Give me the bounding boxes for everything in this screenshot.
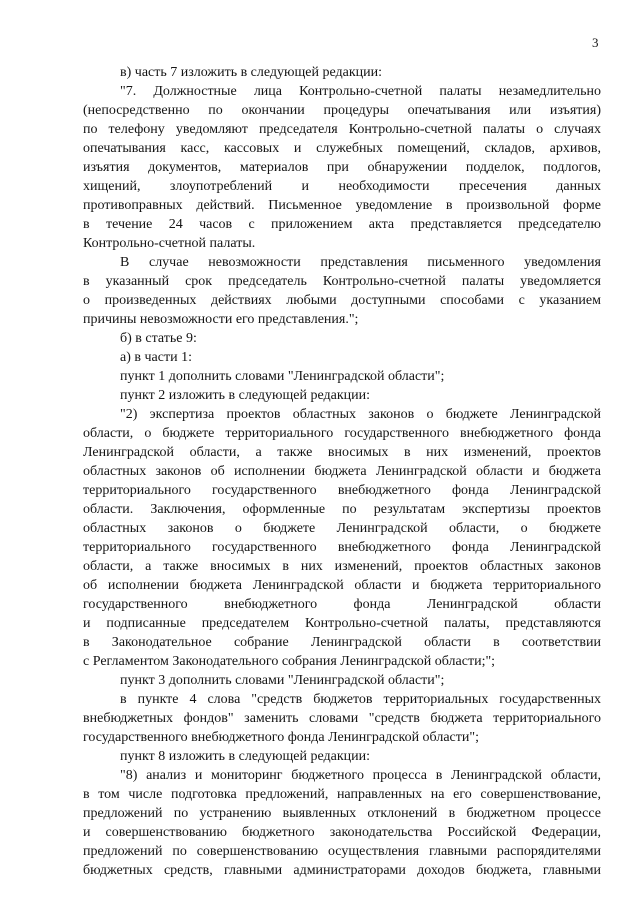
text-line: государственного внебюджетного фонда Ленинградской области <box>83 597 601 612</box>
text-line: территориального государственного внебюджетного фонда Ленинградской <box>83 540 601 555</box>
text-line: об исполнении бюджета Ленинградской области и бюджета территориального <box>83 578 601 593</box>
text-line: б) в статье 9: <box>120 331 197 346</box>
text-line: причины невозможности его представления."; <box>83 312 359 327</box>
text-line: области, а также вносимых в них изменений, проектов областных законов <box>83 559 601 574</box>
text-line: внебюджетных фондов" заменить словами "средств бюджета территориального <box>83 711 601 726</box>
text-line: изъятия документов, материалов при обнаружении подделок, подлогов, <box>83 160 601 175</box>
text-line: по телефону уведомляют председателя Контрольно-счетной палаты о случаях <box>83 122 601 137</box>
text-line: опечатывания касс, кассовых и служебных помещений, складов, архивов, <box>83 141 601 156</box>
text-line: пункт 8 изложить в следующей редакции: <box>120 749 370 764</box>
page-number: 3 <box>592 35 599 50</box>
text-line: областных законов об исполнении бюджета Ленинградской области и бюджета <box>83 464 601 479</box>
text-line: "2) экспертиза проектов областных законов о бюджете Ленинградской <box>120 407 601 422</box>
text-line: бюджетных средств, главными администраторами доходов бюджета, главными <box>83 863 601 878</box>
text-line: в том числе подготовка предложений, направленных на его совершенствование, <box>83 787 601 802</box>
text-line: В случае невозможности представления письменного уведомления <box>120 255 601 270</box>
text-line: Контрольно-счетной палаты. <box>83 236 256 251</box>
text-line: и совершенствованию бюджетного законодательства Российской Федерации, <box>83 825 601 840</box>
text-line: в течение 24 часов с приложением акта представляется председателю <box>83 217 601 232</box>
text-line: области. Заключения, оформленные по результатам экспертизы проектов <box>83 502 601 517</box>
text-line: пункт 2 изложить в следующей редакции: <box>120 388 370 403</box>
text-line: "7. Должностные лица Контрольно-счетной палаты незамедлительно <box>120 84 601 99</box>
text-line: области, о бюджете территориального государственного внебюджетного фонда <box>83 426 601 441</box>
text-line: предложений по совершенствованию осуществления главными распорядителями <box>83 844 601 859</box>
text-line: пункт 3 дополнить словами "Ленинградской области"; <box>120 673 445 688</box>
text-line: предложений по устранению выявленных отклонений в бюджетном процессе <box>83 806 601 821</box>
text-line: областных законов о бюджете Ленинградской области, о бюджете <box>83 521 601 536</box>
text-line: "8) анализ и мониторинг бюджетного процесса в Ленинградской области, <box>120 768 601 783</box>
text-line: а) в части 1: <box>120 350 192 365</box>
text-line: (непосредственно по окончании процедуры опечатывания или изъятия) <box>83 103 601 118</box>
text-line: хищений, злоупотреблений и необходимости пресечения данных <box>83 179 601 194</box>
text-line: в Законодательное собрание Ленинградской области в соответствии <box>83 635 601 650</box>
text-line: Ленинградской области, а также вносимых в них изменений, проектов <box>83 445 601 460</box>
text-line: с Регламентом Законодательного собрания Ленинградской области;"; <box>83 654 496 669</box>
text-line: и подписанные председателем Контрольно-счетной палаты, представляются <box>83 616 601 631</box>
text-line: территориального государственного внебюджетного фонда Ленинградской <box>83 483 601 498</box>
document-body <box>83 63 601 880</box>
text-line: в указанный срок председатель Контрольно-счетной палаты уведомляется <box>83 274 601 289</box>
text-line: в) часть 7 изложить в следующей редакции: <box>120 65 383 80</box>
text-line: государственного внебюджетного фонда Ленинградской области"; <box>83 730 479 745</box>
text-line: противоправных действий. Письменное уведомление в произвольной форме <box>83 198 601 213</box>
text-line: о произведенных действиях любыми доступными способами с указанием <box>83 293 601 308</box>
text-line: в пункте 4 слова "средств бюджетов территориальных государственных <box>120 692 601 707</box>
text-line: пункт 1 дополнить словами "Ленинградской области"; <box>120 369 445 384</box>
